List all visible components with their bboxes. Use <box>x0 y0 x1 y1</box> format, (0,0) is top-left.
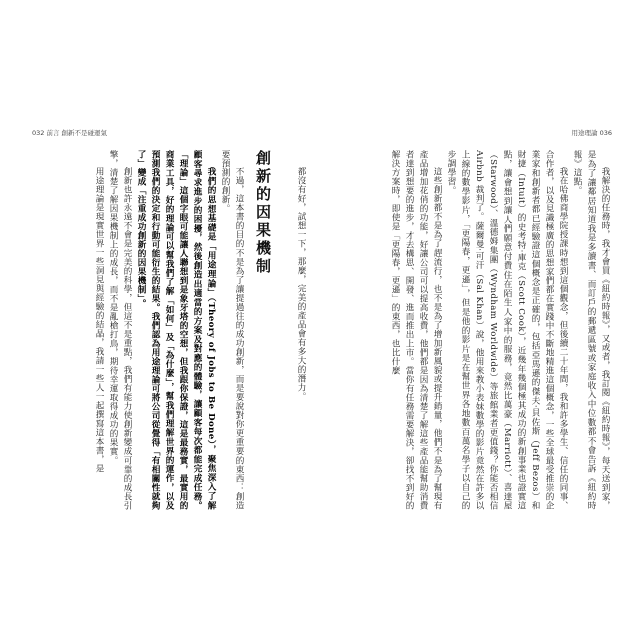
paragraph: 用途理論是現實世界一些洞見與經驗的結晶，我請一些人一起撰寫這本書，是 <box>94 167 104 474</box>
paragraph-bold: 我們的思想基礎是「用途理論」（Theory of Jobs to Be Done），聚焦深入了解顧客尋求進步的困擾，然後創造出適當的方案及對應的體驗，讓顧客每次都能完成任務。「理論」這個字眼可能讓人聯想到是象牙塔的空想，但我跟你保證，這是最務實，最實用的商業工具，好的理論可以幫我們了解「如何」及「為什麼」，幫我們理解世界的運作，以及預測我們的決定和行動可能衍生的結果。我們認為用途理論可將公司從覺得「有相關性就夠了」變成「注重成功創新的因果機制」。 <box>136 150 216 510</box>
right-page-body <box>336 150 612 510</box>
right-page-header: 用途理論 036 <box>571 129 612 137</box>
paragraph: 我解決的任務時，我才會買《紐約時報》，又或者，我訂閱《紐約時報》，每天送到家，是為了讓鄰居知道我是多讀書、而訂戶的郵遞區號或家庭收入中位數都不會告訴《紐約時報》這點。 <box>572 150 610 510</box>
left-page-header: 032 前言 創新不是碰運氣 <box>32 129 108 137</box>
paragraph: 都沒有好，試想一下，那麼，完美的產品會有多大的潛力。 <box>296 167 306 402</box>
paragraph: 不過，這本書的目的不是為了讓提過往的成功創新，而是要說對你更重要的東西：創造要預測的創新。 <box>220 150 244 510</box>
book-spread <box>24 129 620 510</box>
right-page <box>328 129 620 510</box>
paragraph: 這些創新都不是為了趕流行，也不是為了增加新風貌或提升銷量，他們不是為了幫現有產品增加花俏的功能，好讓公司可以提高收費，他們都是因為清楚了解這些產品能幫助消費者達到想要的進步，才去構思、開發、進而推出上市。當你有任務需要解決，卻找不到好的解決方案時，即使是「更陽春，更遜」的東西，也比什麼 <box>390 150 442 510</box>
paragraph: 創新也許永遠不會是完美的科學，但這不是重點，我們有能力使創新變成可靠的成長引擎，清楚了解因果機制上的成長，而不是亂槍打鳥，期待幸運取得成功的果實。 <box>108 150 132 510</box>
section-heading: 創新的因果機制 <box>254 150 272 276</box>
paragraph-gap <box>280 150 294 510</box>
paragraph: 我在哈佛商學院授課時想到這個觀念，但後續二十年間，我和許多學生、信任的同事、合作者，以及見識極廣的思想家們都在實踐中不斷地精進這個概念，一些全球最受推崇的企業家和創新者都已經驗證這個概念是正確的，包括亞馬遜的傑夫‧貝佐斯（Jeff Bezos）和財捷（Intuit）的史考特‧庫克（Scott Cook），近幾年幾個極其成功的新創事業也證實這點，讓會想到讓人們願意付費住在陌生人家中的服務，竟然比萬豪（Marriott）、喜達屋（Starwood）、溫德姆集團（Wyndham Worldwide）等旅館業者更值錢？你能否相信 Airbnb 裁判了。薩爾曼‧可汗（Sal Khan）說，他用來教小表妹數學的影片竟然在許多以上線的數學影片，「更陽春，更遜」，但是他的影片是在幫世界各地數百萬名學子以自己的步調學習。 <box>446 150 568 510</box>
left-page-body <box>34 150 308 510</box>
left-page <box>24 129 316 510</box>
